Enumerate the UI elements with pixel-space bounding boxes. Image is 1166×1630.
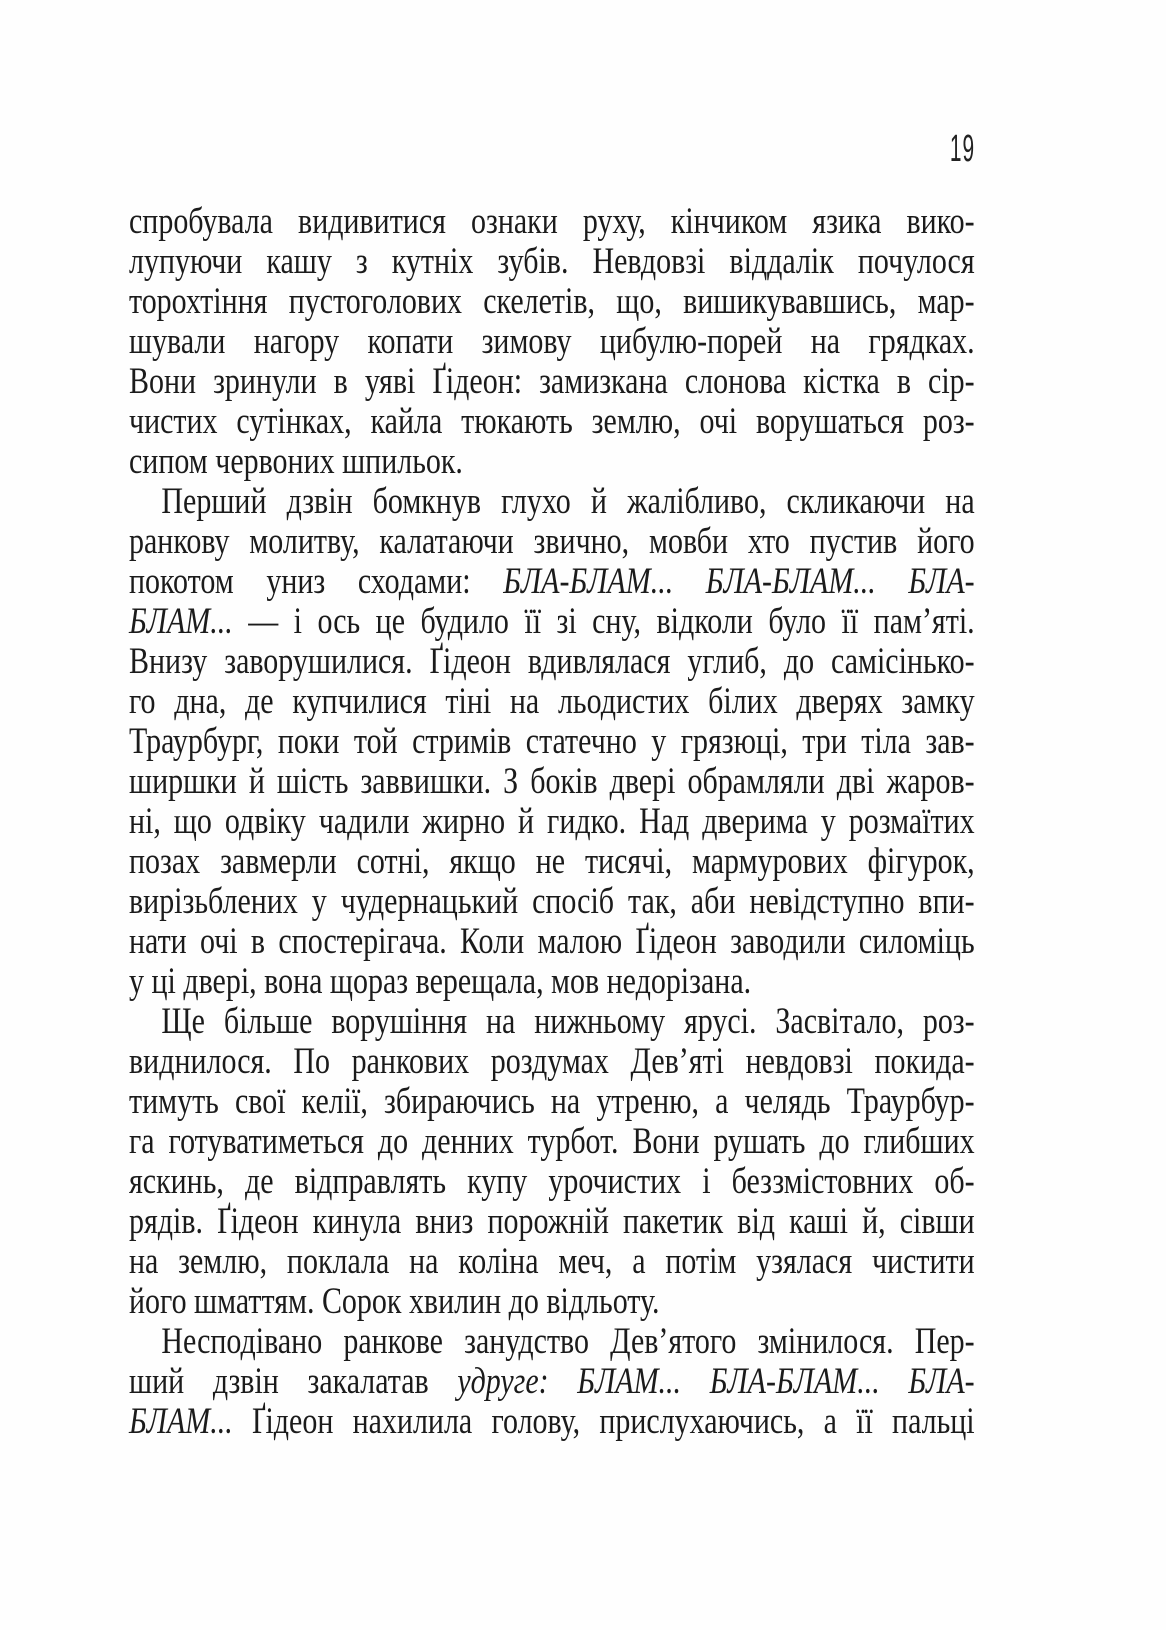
text-line (129, 522, 975, 562)
italic-text-segment: БЛАМ... (129, 1401, 233, 1442)
text-segment: його шматтям. Сорок хвилин до відльоту. (129, 1281, 660, 1322)
text-line (129, 562, 975, 602)
text-segment: ширшки й шість заввишки. З боків двері обрамляли дві жаров- (129, 761, 975, 802)
text-segment: Перший дзвін бомкнув глухо й жалібливо, скликаючи на (161, 481, 975, 522)
text-line (129, 642, 975, 682)
text-segment: га готуватиметься до денних турбот. Вони рушать до глибших (129, 1121, 975, 1162)
text-segment: вирізьблених у чудернацький спосіб так, аби невідступно впи- (129, 881, 975, 922)
text-line (129, 722, 975, 762)
page-number: 19 (949, 128, 975, 170)
text-segment: Траурбург, поки той стримів статечно у грязюці, три тіла зав- (129, 721, 975, 762)
text-line (129, 882, 975, 922)
text-line (129, 842, 975, 882)
italic-text-segment: БЛА-БЛАМ... БЛА-БЛАМ... БЛА- (503, 561, 975, 602)
text-line (129, 602, 975, 642)
text-line (129, 322, 975, 362)
text-line (129, 962, 975, 1002)
text-segment: ранкову молитву, калатаючи звично, мовби хто пустив його (129, 521, 975, 562)
text-segment: позах завмерли сотні, якщо не тисячі, мармурових фігурок, (129, 841, 975, 882)
text-segment: Несподівано ранкове занудство Дев’ятого змінилося. Пер- (161, 1321, 975, 1362)
italic-text-segment: БЛАМ... (129, 601, 233, 642)
text-segment: Внизу заворушилися. Ґідеон вдивлялася углиб, до самісінько- (129, 641, 975, 682)
text-segment: рядів. Ґідеон кинула вниз порожній пакетик від каші й, сівши (129, 1201, 975, 1242)
text-line (129, 1202, 975, 1242)
text-line (129, 482, 975, 522)
text-segment: Ще більше ворушіння на нижньому ярусі. Засвітало, роз- (161, 1001, 975, 1042)
text-line (129, 1322, 975, 1362)
text-line (129, 362, 975, 402)
text-line (129, 1402, 975, 1442)
text-line (129, 202, 975, 242)
text-line (129, 442, 975, 482)
text-line (129, 1002, 975, 1042)
text-line (129, 402, 975, 442)
text-line (129, 1082, 975, 1122)
italic-text-segment: удруге: БЛАМ... БЛА-БЛАМ... БЛА- (457, 1361, 975, 1402)
text-segment: торохтіння пустоголових скелетів, що, вишикувавшись, мар- (129, 281, 975, 322)
text-line (129, 282, 975, 322)
text-line (129, 762, 975, 802)
body-text (129, 202, 975, 1442)
text-segment: яскинь, де відправлять купу урочистих і беззмістовних об- (129, 1161, 975, 1202)
text-segment: — і ось це будило її зі сну, відколи було її пам’яті. (232, 601, 975, 642)
text-line (129, 1042, 975, 1082)
text-segment: спробувала видивитися ознаки руху, кінчиком язика вико- (129, 201, 975, 242)
text-line (129, 1122, 975, 1162)
text-segment: у ці двері, вона щораз верещала, мов недорізана. (129, 961, 752, 1002)
text-segment: нати очі в спостерігача. Коли малою Ґідеон заводили силоміць (129, 921, 975, 962)
text-line (129, 242, 975, 282)
text-line (129, 1162, 975, 1202)
text-segment: Вони зринули в уяві Ґідеон: замизкана слонова кістка в сір- (129, 361, 975, 402)
text-line (129, 1282, 975, 1322)
text-line (129, 1362, 975, 1402)
text-segment: покотом униз сходами: (129, 561, 504, 602)
text-segment: ший дзвін закалатав (129, 1361, 458, 1402)
text-segment: Ґідеон нахилила голову, прислухаючись, а її пальці (232, 1401, 975, 1442)
text-segment: на землю, поклала на коліна меч, а потім узялася чистити (129, 1241, 975, 1282)
text-line (129, 922, 975, 962)
text-segment: шували нагору копати зимову цибулю-порей на грядках. (129, 321, 975, 362)
text-segment: сипом червоних шпильок. (129, 441, 463, 482)
text-segment: ні, що одвіку чадили жирно й гидко. Над дверима у розмаїтих (129, 801, 975, 842)
text-segment: виднилося. По ранкових роздумах Дев’яті невдовзі покида- (129, 1041, 975, 1082)
text-line (129, 802, 975, 842)
text-line (129, 1242, 975, 1282)
text-segment: тимуть свої келії, збираючись на утреню, а челядь Траурбур- (129, 1081, 975, 1122)
text-segment: лупуючи кашу з кутніх зубів. Невдовзі віддалік почулося (129, 241, 975, 282)
text-line (129, 682, 975, 722)
text-segment: го дна, де купчилися тіні на льодистих білих дверях замку (129, 681, 975, 722)
text-segment: чистих сутінках, кайла тюкають землю, очі ворушаться роз- (129, 401, 975, 442)
